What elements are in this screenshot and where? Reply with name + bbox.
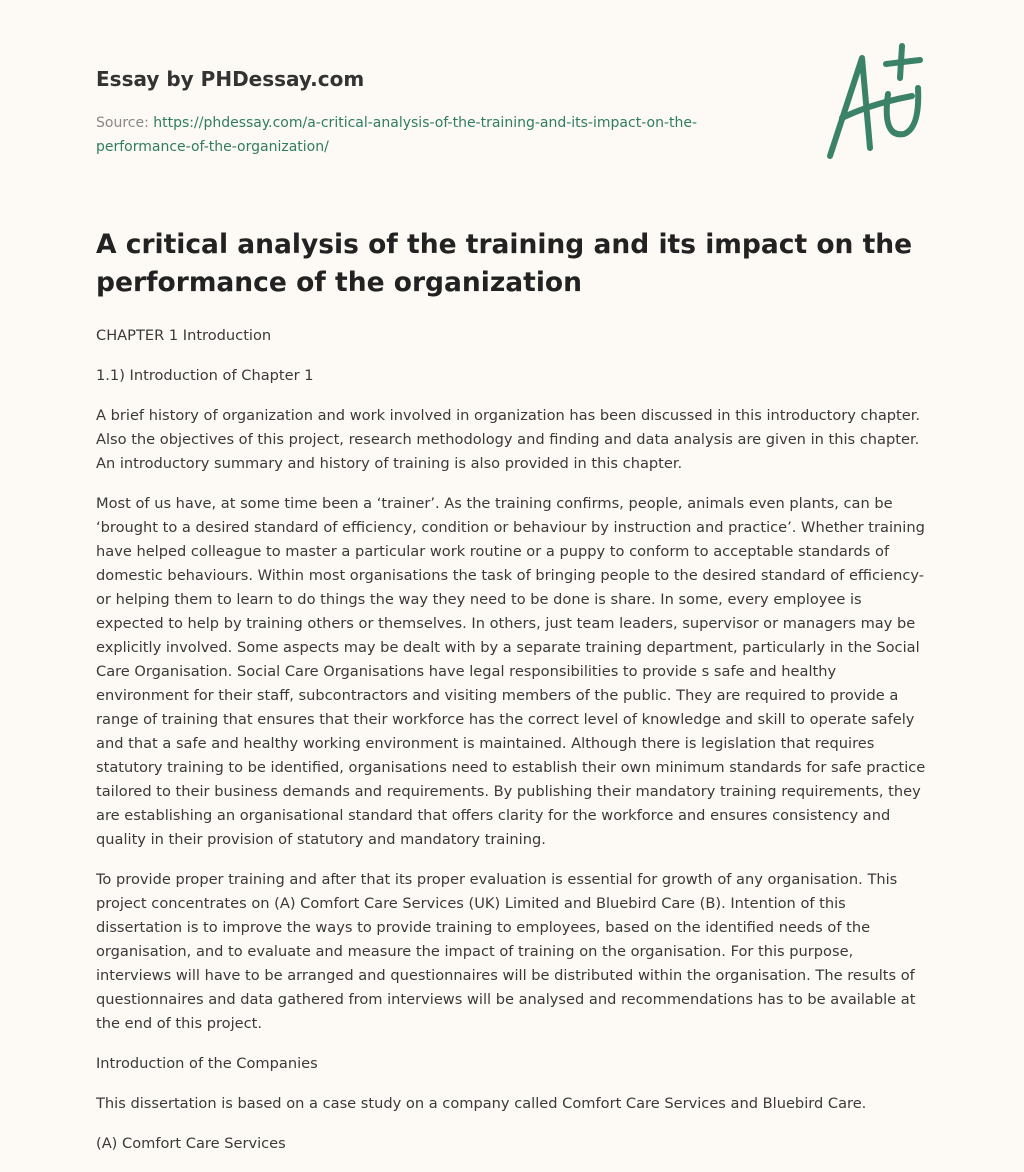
paragraph: To provide proper training and after that its proper evaluation is essential for growth of any organisation. This project concentrates on (A) Comfort Care Services (UK) Limited and Bluebird Care (B). Intention of this dissertation is to improve the ways to provide training to employees, based on the identified needs of the organisation, and to evaluate and measure the impact of training on the organisation. For this purpose, interviews will have to be arranged and questionnaires will be distributed within the organisation. The results of questionnaires and data gathered from interviews will be analysed and recommendations has to be available at the end of this project.	[96, 871, 916, 1032]
subsection-heading: (A) Comfort Care Services	[96, 1135, 286, 1152]
paragraph: Most of us have, at some time been a ‘trainer’. As the training confirms, people, animals even plants, can be ‘brought to a desired standard of efficiency, condition or behaviour by instruction and practice’. Whether training have helped colleague to master a particular work routine or a puppy to conform to acceptable standards of domestic behaviours. Within most organisations the task of bringing people to the desired standard of efficiency- or helping them to learn to do things the way they need to be done is share. In some, every employee is expected to help by training others or themselves. In others, just team leaders, supervisor or managers may be explicitly involved. Some aspects may be dealt with by a separate training department, particularly in the Social Care Organisation. Social Care Organisations have legal responsibilities to provide s safe and healthy environment for their staff, subcontractors and visiting members of the public. They are required to provide a range of training that ensures that their workforce has the correct level of knowledge and skill to operate safely and that a safe and healthy working environment is maintained. Although there is legislation that requires statutory training to be identified, organisations need to establish their own minimum standards for safe practice tailored to their business demands and requirements. By publishing their mandatory training requirements, they are establishing an organisational standard that offers clarity for the workforce and ensures consistency and quality in their provision of statutory and mandatory training.	[96, 495, 926, 848]
section-heading: 1.1) Introduction of Chapter 1	[96, 367, 314, 384]
a-plus-logo-icon	[820, 38, 930, 168]
source-line	[96, 111, 776, 159]
paragraph: A brief history of organization and work involved in organization has been discussed in this introductory chapter. Also the objectives of this project, research methodology and finding and data analysis are given in this chapter. An introductory summary and history of training is also provided in this chapter.	[96, 407, 921, 472]
source-link[interactable]: https://phdessay.com/a-critical-analysis-of-the-training-and-its-impact-on-the-performance-of-the-organization/	[96, 115, 698, 155]
paragraph: This dissertation is based on a case study on a company called Comfort Care Services and Bluebird Care.	[96, 1095, 867, 1112]
site-brand: Essay by PHDessay.com	[96, 67, 365, 91]
section-heading: Introduction of the Companies	[96, 1055, 318, 1072]
article-body	[96, 324, 932, 1172]
article-title: A critical analysis of the training and its impact on the performance of the organization	[96, 229, 913, 298]
source-label: Source:	[96, 115, 154, 131]
chapter-heading: CHAPTER 1 Introduction	[96, 327, 272, 344]
